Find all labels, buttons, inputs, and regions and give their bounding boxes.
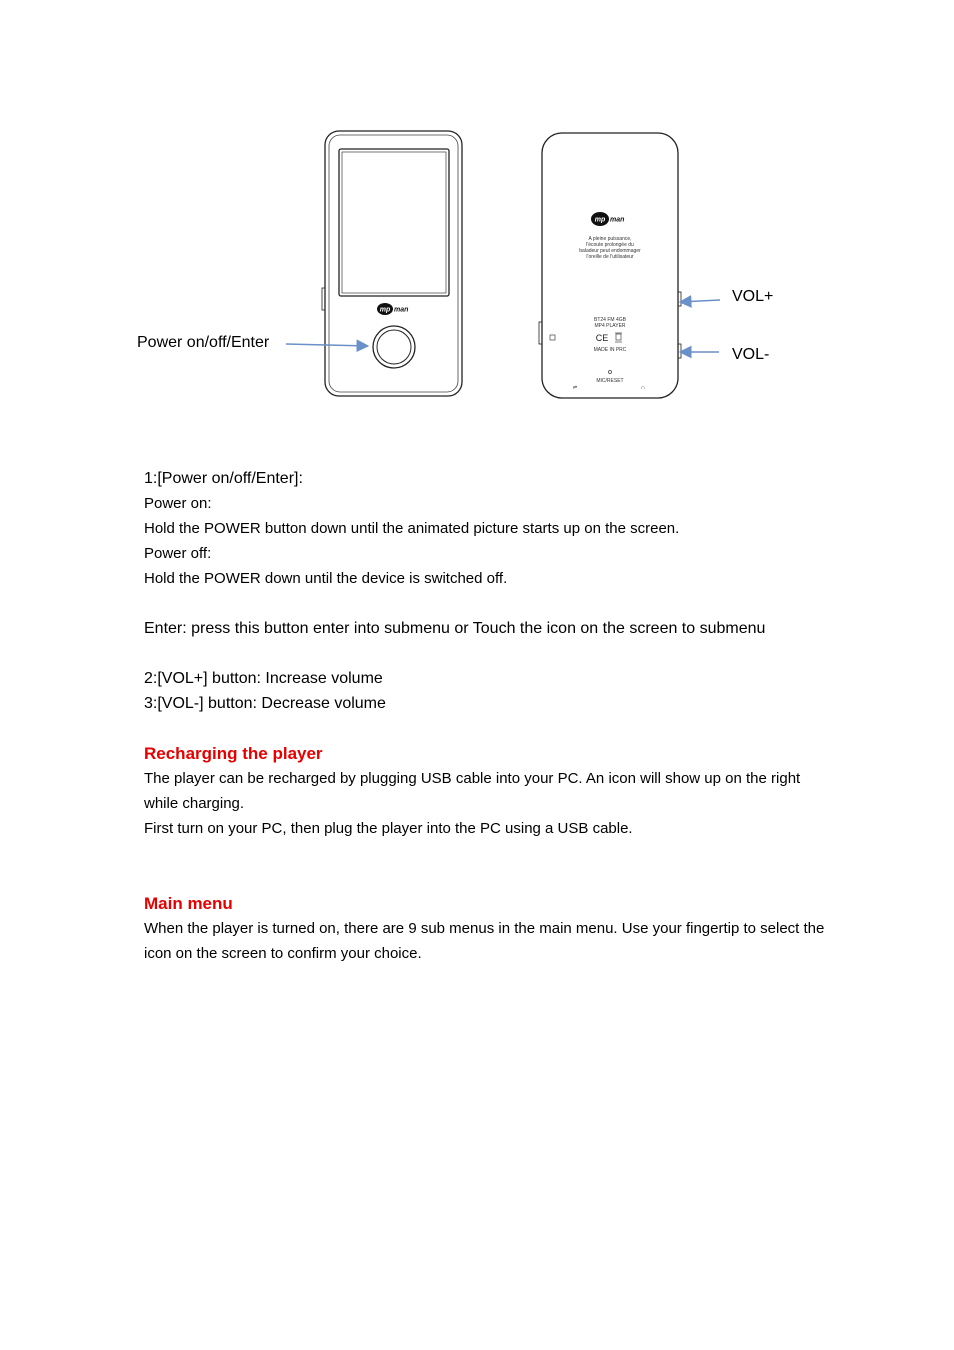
vol-up-callout-label: VOL+	[732, 288, 774, 305]
front-logo-man: man	[394, 306, 409, 314]
recharge-heading: Recharging the player	[144, 744, 323, 763]
back-logo-mp: mp	[594, 216, 606, 224]
ce-mark: CE	[595, 333, 609, 343]
recharge-paragraph-2: First turn on your PC, then plug the player into the PC using a USB cable.	[144, 820, 633, 837]
power-off-label: Power off:	[144, 545, 212, 562]
headphone-icon: ∩	[640, 385, 646, 391]
device-illustration	[0, 0, 954, 440]
made-in-label: MADE IN PRC	[593, 347, 627, 353]
enter-description: Enter: press this button enter into submenu or Touch the icon on the screen to submenu	[144, 620, 766, 637]
power-callout-label: Power on/off/Enter	[137, 334, 270, 351]
power-on-label: Power on:	[144, 495, 212, 512]
warning-line-4: l'oreille de l'utilisateur	[586, 254, 634, 260]
power-on-description: Hold the POWER button down until the animated picture starts up on the screen.	[144, 520, 680, 537]
model-label: BT24 FM 4GB	[594, 317, 626, 323]
device-back-view	[539, 133, 681, 398]
vol-down-callout-label: VOL-	[732, 346, 770, 363]
main-menu-heading: Main menu	[144, 894, 233, 913]
back-logo-man: man	[610, 216, 625, 224]
power-section-title: 1:[Power on/off/Enter]:	[144, 470, 303, 487]
device-front-view	[322, 131, 462, 396]
recharge-paragraph-1: The player can be recharged by plugging USB cable into your PC. An icon will show up on the right while charging.	[144, 770, 801, 812]
main-menu-paragraph: When the player is turned on, there are 9 sub menus in the main menu. Use your fingertip to select the icon on the screen to confirm your choice.	[144, 920, 825, 962]
usb-symbol-icon: ⇌	[572, 385, 578, 391]
warning-line-1: A pleine puissance,	[588, 236, 632, 242]
vol-up-arrow	[680, 300, 720, 302]
product-label: MP4 PLAYER	[594, 323, 626, 329]
vol-down-description: 3:[VOL-] button: Decrease volume	[144, 695, 386, 712]
vol-up-description: 2:[VOL+] button: Increase volume	[144, 670, 383, 687]
instructions-text	[144, 466, 834, 966]
power-off-description: Hold the POWER down until the device is switched off.	[144, 570, 508, 587]
warning-line-3: baladeur peut endommager	[579, 248, 641, 254]
warning-line-2: l'écoute prolongée du	[586, 242, 634, 248]
mic-reset-label: MIC/RESET	[596, 378, 624, 384]
front-logo-mp: mp	[379, 306, 391, 314]
power-button[interactable]	[373, 326, 415, 368]
